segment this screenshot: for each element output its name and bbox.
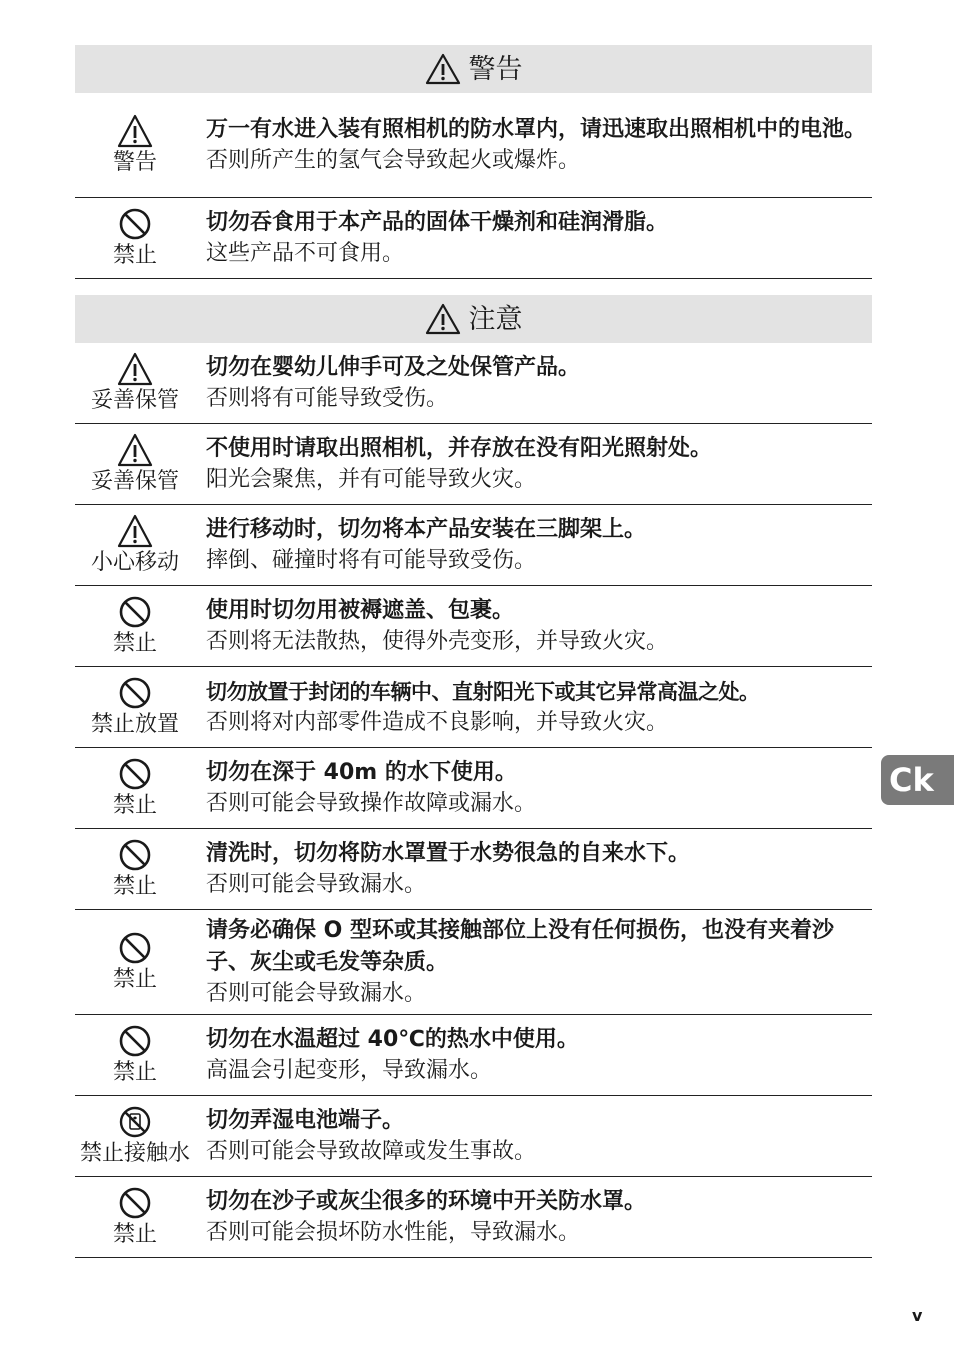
warning-triangle-icon (425, 303, 461, 335)
text-cell (195, 586, 872, 666)
symbol-label: 禁止 (112, 1060, 157, 1085)
warning-triangle-icon (117, 352, 153, 386)
warning-lead: 万一有水进入装有照相机的防水罩内，请迅速取出照相机中的电池。 (206, 117, 867, 142)
caution-lead: 切勿在深于 40m 的水下使用。 (206, 760, 517, 785)
page-number: v (912, 1306, 923, 1325)
symbol-label: 禁止 (112, 793, 157, 818)
caution-row (75, 1177, 872, 1258)
symbol-label: 禁止 (112, 1222, 157, 1247)
caution-lead: 请务必确保 O 型环或其接触部位上没有任何损伤，也没有夹着沙子、灰尘或毛发等杂质。 (206, 918, 835, 975)
text-cell (195, 1096, 872, 1176)
symbol-cell (75, 424, 195, 504)
text-cell (195, 910, 872, 1014)
caution-row (75, 667, 872, 748)
symbol-label: 禁止接触水 (79, 1141, 190, 1166)
caution-lead: 进行移动时，切勿将本产品安装在三脚架上。 (206, 517, 647, 542)
symbol-cell (75, 1015, 195, 1095)
symbol-cell (75, 93, 195, 197)
symbol-cell (75, 586, 195, 666)
text-cell (195, 748, 872, 828)
caution-detail: 否则可能会导致漏水。 (206, 872, 427, 897)
warning-lead: 切勿吞食用于本产品的固体干燥剂和硅润滑脂。 (206, 210, 669, 235)
symbol-label: 禁止 (112, 967, 157, 992)
caution-lead: 切勿在水温超过 40℃的热水中使用。 (206, 1027, 579, 1052)
text-cell (195, 1177, 872, 1257)
prohibited-icon (117, 838, 153, 872)
text-cell (195, 343, 872, 423)
caution-row (75, 505, 872, 586)
safety-document (75, 45, 872, 1258)
caution-row (75, 1015, 872, 1096)
warning-detail: 否则所产生的氢气会导致起火或爆炸。 (206, 148, 581, 173)
symbol-cell (75, 505, 195, 585)
text-cell (195, 424, 872, 504)
symbol-cell (75, 1096, 195, 1176)
symbol-label: 妥善保管 (90, 388, 179, 413)
text-cell (195, 198, 872, 278)
caution-detail: 否则将无法散热，使得外壳变形，并导致火灾。 (206, 629, 669, 654)
caution-lead: 切勿弄湿电池端子。 (206, 1108, 405, 1133)
caution-detail: 高温会引起变形，导致漏水。 (206, 1058, 493, 1083)
symbol-label: 禁止 (112, 874, 157, 899)
caution-row (75, 343, 872, 424)
prohibited-icon (117, 931, 153, 965)
warning-detail: 这些产品不可食用。 (206, 241, 405, 266)
symbol-label: 禁止 (112, 243, 157, 268)
symbol-cell (75, 667, 195, 747)
prohibited-icon (117, 757, 153, 791)
caution-row (75, 1096, 872, 1177)
caution-detail: 否则将对内部零件造成不良影响，并导致火灾。 (206, 710, 669, 735)
symbol-cell (75, 198, 195, 278)
caution-row (75, 910, 872, 1015)
caution-detail: 否则可能会导致漏水。 (206, 981, 427, 1006)
text-cell (195, 829, 872, 909)
warning-triangle-icon (117, 114, 153, 148)
text-cell (195, 667, 872, 747)
caution-detail: 否则将有可能导致受伤。 (206, 386, 449, 411)
caution-lead: 切勿在沙子或灰尘很多的环境中开关防水罩。 (206, 1189, 647, 1214)
language-tab: Ck (881, 755, 954, 805)
symbol-cell (75, 343, 195, 423)
symbol-label: 禁止 (112, 631, 157, 656)
caution-section-title: 注意 (468, 303, 523, 335)
symbol-label: 妥善保管 (90, 469, 179, 494)
prohibited-icon (117, 1186, 153, 1220)
caution-detail: 否则可能会损坏防水性能，导致漏水。 (206, 1220, 581, 1245)
caution-lead: 使用时切勿用被褥遮盖、包裹。 (206, 598, 515, 623)
caution-row (75, 829, 872, 910)
text-cell (195, 1015, 872, 1095)
caution-lead: 不使用时请取出照相机，并存放在没有阳光照射处。 (206, 436, 713, 461)
warning-triangle-icon (117, 514, 153, 548)
prohibited-icon (117, 1024, 153, 1058)
prohibited-icon (117, 676, 153, 710)
symbol-cell (75, 1177, 195, 1257)
caution-row (75, 586, 872, 667)
caution-row (75, 748, 872, 829)
caution-detail: 阳光会聚焦，并有可能导致火灾。 (206, 467, 537, 492)
symbol-cell (75, 829, 195, 909)
no-wet-hands-icon (117, 1105, 153, 1139)
prohibited-icon (117, 207, 153, 241)
warning-row (75, 198, 872, 279)
symbol-label: 禁止放置 (90, 712, 179, 737)
caution-detail: 否则可能会导致故障或发生事故。 (206, 1139, 537, 1164)
caution-lead: 清洗时，切勿将防水罩置于水势很急的自来水下。 (206, 841, 691, 866)
symbol-cell (75, 910, 195, 1014)
symbol-cell (75, 748, 195, 828)
symbol-label: 小心移动 (90, 550, 179, 575)
warning-section-title: 警告 (468, 53, 523, 85)
caution-row (75, 424, 872, 505)
text-cell (195, 505, 872, 585)
symbol-label: 警告 (112, 150, 157, 175)
warning-triangle-icon (117, 433, 153, 467)
caution-lead: 切勿放置于封闭的车辆中、直射阳光下或其它异常高温之处。 (206, 680, 760, 704)
warning-row (75, 93, 872, 198)
warning-section-header (75, 45, 872, 93)
caution-detail: 否则可能会导致操作故障或漏水。 (206, 791, 537, 816)
caution-section-header (75, 295, 872, 343)
caution-detail: 摔倒、碰撞时将有可能导致受伤。 (206, 548, 537, 573)
warning-triangle-icon (425, 53, 461, 85)
caution-lead: 切勿在婴幼儿伸手可及之处保管产品。 (206, 355, 581, 380)
text-cell (195, 93, 872, 197)
prohibited-icon (117, 595, 153, 629)
